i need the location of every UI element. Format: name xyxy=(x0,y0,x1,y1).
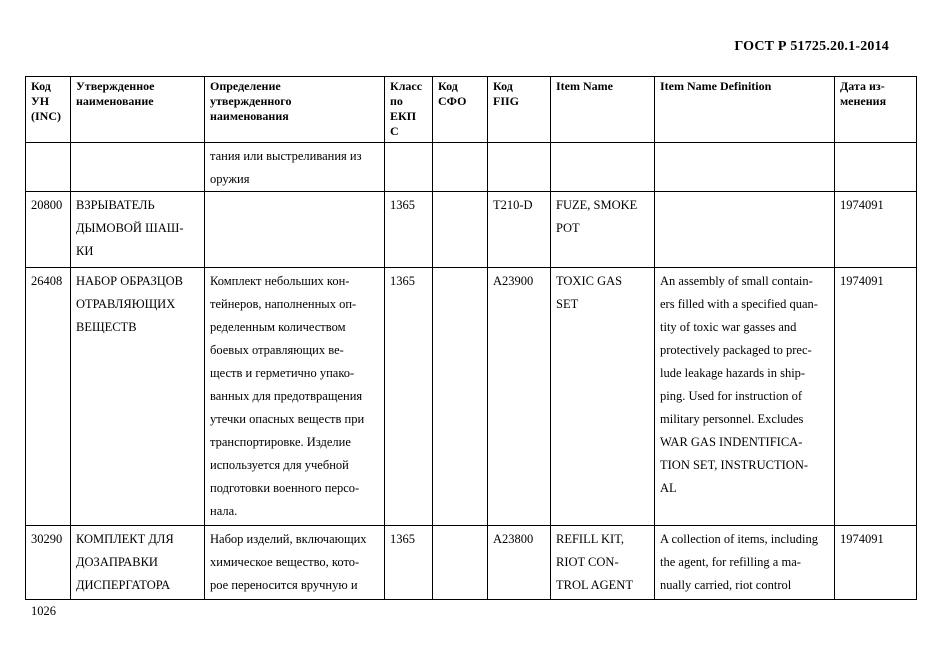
table-row xyxy=(26,143,917,192)
cell-definition: Набор изделий, включающих химическое вещество, кото- рое переносится вручную и xyxy=(205,526,385,600)
col-header-class: Класс по ЕКП С xyxy=(385,77,433,143)
cell-sfo xyxy=(433,526,488,600)
cell-class: 1365 xyxy=(385,192,433,268)
document-header: ГОСТ Р 51725.20.1-2014 xyxy=(734,39,889,54)
cell-sfo xyxy=(433,268,488,526)
codes-table xyxy=(25,76,917,600)
cell-fiig: A23800 xyxy=(488,526,551,600)
cell-class: 1365 xyxy=(385,526,433,600)
col-header-item-definition: Item Name Definition xyxy=(655,77,835,143)
cell-sfo xyxy=(433,192,488,268)
cell-item-definition xyxy=(655,143,835,192)
cell-item-name xyxy=(551,143,655,192)
col-header-sfo: Код СФО xyxy=(433,77,488,143)
cell-inc: 20800 xyxy=(26,192,71,268)
cell-item-definition xyxy=(655,192,835,268)
cell-class xyxy=(385,143,433,192)
col-header-fiig: Код FIIG xyxy=(488,77,551,143)
cell-inc xyxy=(26,143,71,192)
cell-inc: 26408 xyxy=(26,268,71,526)
col-header-item-name: Item Name xyxy=(551,77,655,143)
table-header-row xyxy=(26,77,917,143)
cell-item-definition: An assembly of small contain- ers filled with a specified quan- tity of toxic war gasses and protectively packaged to prec- lude leakage hazards in ship- ping. Used for instruction of military personnel. Excludes WAR GAS INDENTIFICA- TION SET, INSTRUCTION- AL xyxy=(655,268,835,526)
cell-item-name: REFILL KIT, RIOT CON- TROL AGENT xyxy=(551,526,655,600)
cell-definition: Комплект небольших кон- тейнеров, наполненных оп- ределенным количеством боевых отравляющих ве- ществ и герметично упако- ванных для предотвращения утечки опасных веществ при транспортировке. Изделие используется для учебной подготовки военного персо- нала. xyxy=(205,268,385,526)
cell-approved-name: НАБОР ОБРАЗЦОВ ОТРАВЛЯЮЩИХ ВЕЩЕСТВ xyxy=(71,268,205,526)
cell-fiig: A23900 xyxy=(488,268,551,526)
cell-change-date: 1974091 xyxy=(835,192,917,268)
cell-definition: тания или выстреливания из оружия xyxy=(205,143,385,192)
cell-approved-name: ВЗРЫВАТЕЛЬ ДЫМОВОЙ ШАШ- КИ xyxy=(71,192,205,268)
col-header-inc: Код УН (INC) xyxy=(26,77,71,143)
table-row xyxy=(26,526,917,600)
cell-approved-name xyxy=(71,143,205,192)
cell-sfo xyxy=(433,143,488,192)
col-header-approved-name: Утвержденное наименование xyxy=(71,77,205,143)
page-number: 1026 xyxy=(31,604,56,618)
cell-item-name: TOXIC GAS SET xyxy=(551,268,655,526)
col-header-change-date: Дата из- менения xyxy=(835,77,917,143)
cell-fiig xyxy=(488,143,551,192)
col-header-definition: Определение утвержденного наименования xyxy=(205,77,385,143)
cell-approved-name: КОМПЛЕКТ ДЛЯ ДОЗАПРАВКИ ДИСПЕРГАТОРА xyxy=(71,526,205,600)
cell-fiig: T210-D xyxy=(488,192,551,268)
table-row xyxy=(26,268,917,526)
table-row xyxy=(26,192,917,268)
cell-class: 1365 xyxy=(385,268,433,526)
cell-change-date: 1974091 xyxy=(835,268,917,526)
cell-item-name: FUZE, SMOKE POT xyxy=(551,192,655,268)
cell-definition xyxy=(205,192,385,268)
cell-change-date: 1974091 xyxy=(835,526,917,600)
cell-change-date xyxy=(835,143,917,192)
cell-item-definition: A collection of items, including the agent, for refilling a ma- nually carried, riot control xyxy=(655,526,835,600)
cell-inc: 30290 xyxy=(26,526,71,600)
